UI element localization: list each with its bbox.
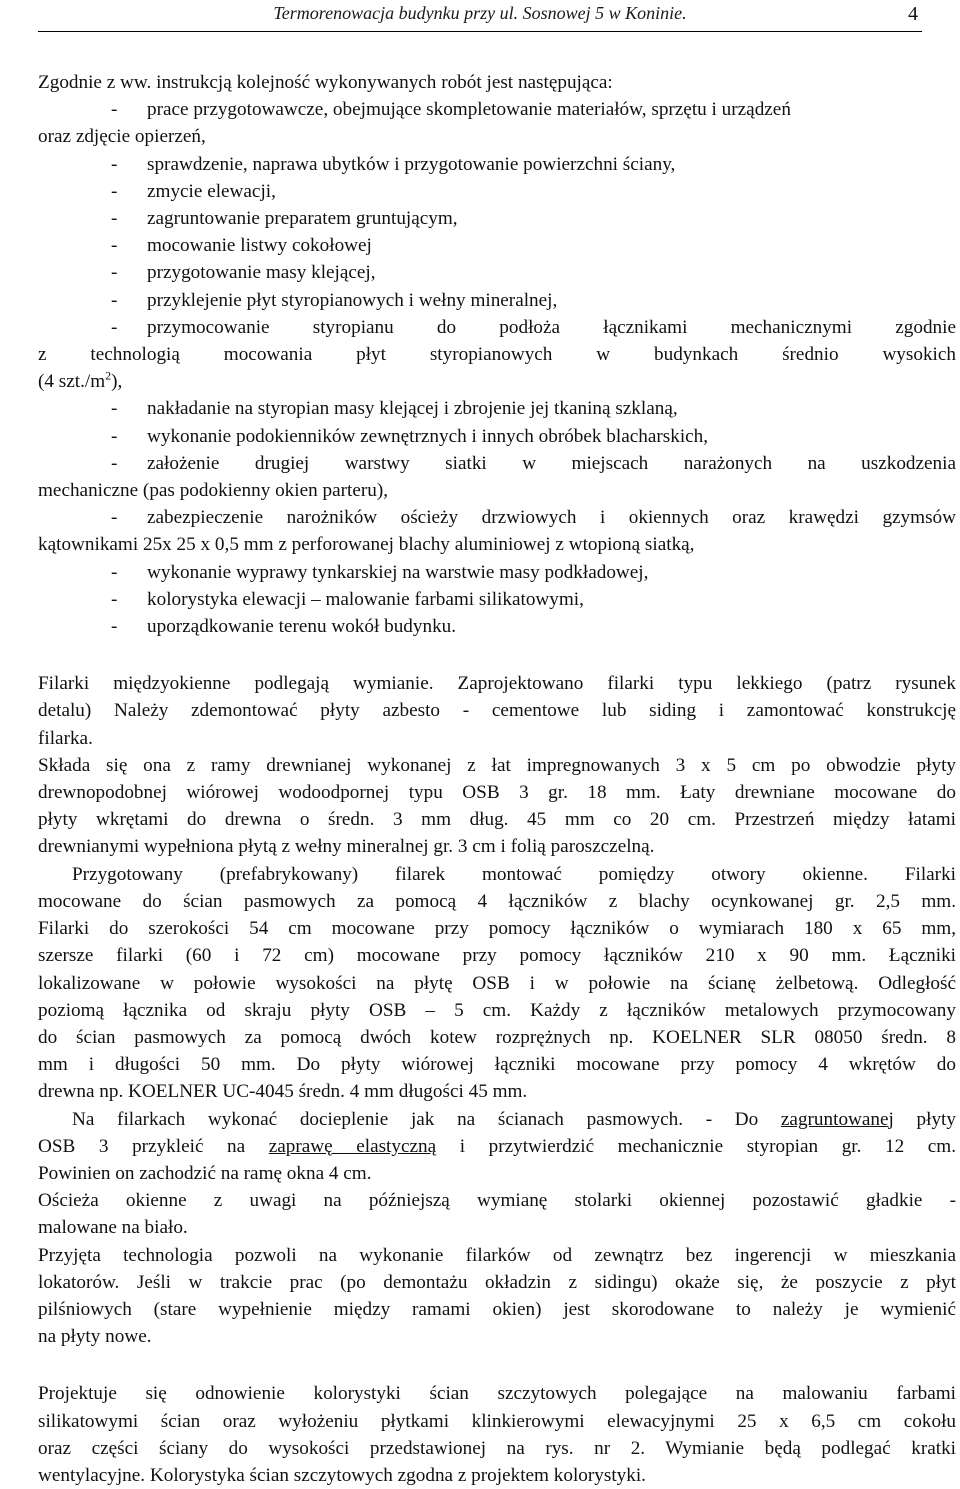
filarki-section [38,670,956,1350]
underlined-term: zaprawę elastyczną [268,1135,437,1157]
paragraph-line: filarka. [38,727,93,749]
step-item-continuation: kątownikami 25x 25 x 0,5 mm z perforowanej blachy aluminiowej z wtopioną siatką, [38,534,695,556]
kolorystyka-section [38,1380,956,1489]
paragraph-line: Składa się ona z ramy drewnianej wykonanej z łat impregnowanych 3 x 5 cm po obwodzie płyty [38,754,956,776]
document-body [38,69,956,1489]
paragraph-line: Na filarkach wykonać docieplenie jak na ścianach pasmowych. - Do zagruntowanej płyty [72,1108,956,1130]
paragraph-line: Filarki międzyokienne podlegają wymianie. Zaprojektowano filarki typu lekkiego (patrz rysunek [38,673,956,695]
step-item: - prace przygotowawcze, obejmujące skompletowanie materiałów, sprzętu i urządzeń [38,96,956,123]
page-number: 4 [908,3,918,25]
paragraph-line: płyty wkrętami do drewna o średn. 3 mm dług. 45 mm co 20 cm. Przestrzeń między łatami [38,809,956,831]
header-rule [38,31,922,32]
paragraph-line: mm i długości 50 mm. Do płyty wiórowej łączniki mocowane przy pomocy 4 wkrętów do [38,1054,956,1076]
paragraph-line: Przyjęta technologia pozwoli na wykonanie filarków od zewnątrz bez ingerencji w mieszkania [38,1244,956,1266]
paragraph-line: Powinien on zachodzić na ramę okna 4 cm. [38,1162,372,1184]
paragraph-line: Projektuje się odnowienie kolorystyki ścian szczytowych polegające na malowaniu farbami [38,1383,956,1405]
paragraph-line: na płyty nowe. [38,1326,152,1348]
work-steps-list [38,96,956,640]
paragraph-line: lokatorów. Jeśli w trakcie prac (po demontażu okładzin z sidingu) okaże się, że poszycie z płyt [38,1271,956,1293]
paragraph-line: pilśniowych (stare wypełnienie między ramami okien) jest skorodowane to należy je wymienić [38,1298,956,1320]
spacer [38,1350,956,1380]
step-item: - zagruntowanie preparatem gruntującym, [38,205,956,232]
paragraph-line: malowane na biało. [38,1217,188,1239]
paragraph-line: detalu) Należy zdemontować płyty azbesto - cementowe lub siding i zamontować konstrukcję [38,700,956,722]
step-item: - przygotowanie masy klejącej, [38,259,956,286]
paragraph-line: wentylacyjne. Kolorystyka ścian szczytowych zgodna z projektem kolorystyki. [38,1464,646,1486]
paragraph-line: do ścian pasmowych za pomocą dwóch kotew rozprężnych np. KOELNER SLR 08050 średn. 8 [38,1026,956,1048]
step-item-continuation: z technologią mocowania płyt styropianowych w budynkach średnio wysokich [38,344,956,366]
step-item: - wykonanie podokienników zewnętrznych i innych obróbek blacharskich, [38,423,956,450]
step-item: - przyklejenie płyt styropianowych i wełny mineralnej, [38,287,956,314]
step-item: - kolorystyka elewacji – malowanie farbami silikatowymi, [38,586,956,613]
paragraph-line: szersze filarki (60 i 72 cm) mocowane przy pomocy łączników 210 x 90 mm. Łączniki [38,945,956,967]
step-item: - mocowanie listwy cokołowej [38,232,956,259]
paragraph-line: silikatowymi ścian oraz wyłożeniu płytkami klinkierowymi elewacyjnymi 25 x 6,5 cm cokołu [38,1410,956,1432]
spacer [38,640,956,670]
underlined-term: zagruntowanej [780,1108,894,1130]
paragraph-line: lokalizowane w połowie wysokości na płytę OSB i w połowie na ścianę żelbetową. Odległość [38,972,956,994]
paragraph-line: drewna np. KOELNER UC-4045 średn. 4 mm długości 45 mm. [38,1081,528,1103]
paragraph-line: drewnianymi wypełniona płytą z wełny mineralnej gr. 3 cm i folią paroszczelną. [38,836,655,858]
step-item: - przymocowanie styropianu do podłoża łącznikami mechanicznymi zgodnie [38,314,956,341]
paragraph-line: Przygotowany (prefabrykowany) filarek montować pomiędzy otwory okienne. Filarki [72,863,956,885]
step-item: - zmycie elewacji, [38,178,956,205]
step-item: - założenie drugiej warstwy siatki w miejscach narażonych na uszkodzenia [38,450,956,477]
paragraph-line: oraz części ściany do wysokości przedstawionej na rys. nr 2. Wymianie będą podlegać kratki [38,1437,956,1459]
step-item-continuation: (4 $szt./m^2$), [38,368,123,393]
step-item: - zabezpieczenie narożników ościeży drzwiowych i okiennych oraz krawędzi gzymsów [38,504,956,531]
paragraph-line: drewnopodobnej wiórowej wodoodpornej typu OSB 3 gr. 18 mm. Łaty drewniane mocowane do [38,782,956,804]
superscript: 2 [105,368,112,383]
paragraph-line: Filarki do szerokości 54 cm mocowane przy pomocy łączników o wymiarach 180 x 65 mm, [38,918,956,940]
step-item: - sprawdzenie, naprawa ubytków i przygotowanie powierzchni ściany, [38,151,956,178]
step-item-continuation: oraz zdjęcie opierzeń, [38,126,206,148]
step-item: - wykonanie wyprawy tynkarskiej na warstwie masy podkładowej, [38,559,956,586]
intro-text: Zgodnie z ww. instrukcją kolejność wykonywanych robót jest następująca: [38,72,613,93]
header-title: Termorenowacja budynku przy ul. Sosnowej 5 w Koninie. [273,3,687,23]
step-item: - uporządkowanie terenu wokół budynku. [38,613,956,640]
page-header [38,0,922,36]
paragraph-line: OSB 3 przykleić na zaprawę elastyczną i przytwierdzić mechanicznie styropian gr. 12 cm. [38,1135,956,1157]
step-item: - nakładanie na styropian masy klejącej i zbrojenie jej tkaniną szklaną, [38,395,956,422]
paragraph-line: mocowane do ścian pasmowych za pomocą 4 łączników z blachy ocynkowanej gr. 2,5 mm. [38,890,956,912]
step-item-continuation: mechaniczne (pas podokienny okien parteru), [38,480,389,502]
paragraph-line: poziomą łącznika od skraju płyty OSB – 5 cm. Każdy z łączników metalowych przymocowany [38,999,956,1021]
paragraph-line: Ościeża okienne z uwagi na późniejszą wymianę stolarki okiennej pozostawić gładkie - [38,1190,956,1212]
